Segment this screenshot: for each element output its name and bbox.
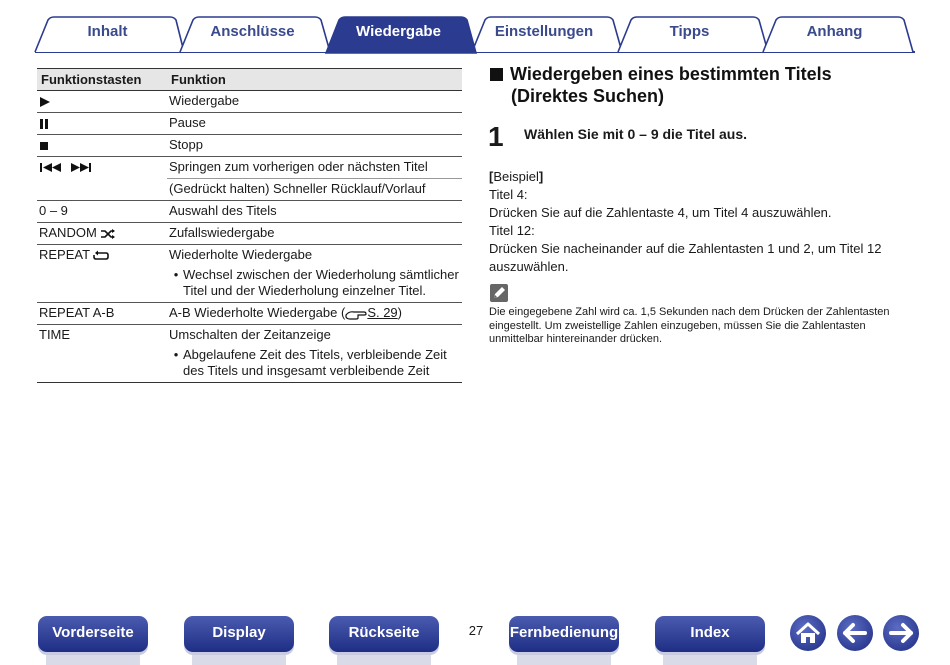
nav-front-label: Vorderseite (52, 624, 134, 641)
repeat-ab-function-cell: A-B Wiederholte Wiedergabe ( S. 29) (167, 303, 462, 325)
time-bullet-text: Abgelaufene Zeit des Titels, verbleibende Zeit des Titels und insgesamt verbleibende Zeit (183, 347, 447, 378)
skip-key-cell (37, 157, 167, 201)
skip-function: Springen zum vorherigen oder nächsten Titel (167, 157, 462, 179)
repeat-ab-key: REPEAT A-B (37, 303, 167, 325)
section-title-line2: (Direktes Suchen) (511, 86, 665, 106)
pause-icon (39, 119, 49, 129)
table-row (37, 223, 462, 245)
repeat-key: REPEAT (39, 247, 90, 262)
section-square-icon (490, 68, 503, 81)
shuffle-icon (100, 228, 116, 240)
nav-shadow (663, 655, 757, 665)
step-text: Wählen Sie mit 0 – 9 die Titel aus. (524, 126, 748, 142)
nav-rear-button[interactable] (329, 616, 439, 652)
arrow-right-icon (883, 615, 919, 651)
example-label: Beispiel (493, 169, 539, 184)
play-icon (39, 97, 51, 107)
nav-front-button[interactable] (38, 616, 148, 652)
play-function: Wiedergabe (167, 91, 462, 113)
nav-shadow (517, 655, 611, 665)
repeat-function-cell (167, 245, 462, 303)
page-number: 27 (468, 623, 484, 638)
repeat-function: Wiederholte Wiedergabe (169, 247, 313, 262)
repeat-ab-function: A-B Wiederholte Wiedergabe (169, 305, 338, 320)
nav-remote-button[interactable] (509, 616, 619, 652)
table-row (37, 201, 462, 223)
tab-einstellungen[interactable]: Einstellungen (494, 23, 594, 40)
table-row (37, 245, 462, 303)
table-row (37, 157, 462, 179)
example-line-3: Titel 12: (489, 223, 535, 238)
nav-index-button[interactable] (655, 616, 765, 652)
page-reference-hand-icon (345, 308, 367, 320)
note-pencil-icon (490, 284, 508, 302)
repeat-bullet (169, 267, 459, 299)
nav-rear-label: Rückseite (348, 624, 420, 641)
repeat-icon (93, 250, 109, 262)
page-reference-link[interactable]: S. 29 (367, 305, 398, 320)
table-row (37, 303, 462, 325)
back-button[interactable] (837, 615, 873, 651)
tab-wiedergabe[interactable]: Wiedergabe (356, 23, 441, 40)
nav-shadow (46, 655, 140, 665)
step-number: 1 (488, 121, 504, 152)
nav-shadow (192, 655, 286, 665)
time-function: Umschalten der Zeitanzeige (169, 327, 331, 342)
section-title-line1: Wiedergeben eines bestimmten Titels (510, 64, 832, 84)
random-key-cell (37, 223, 167, 245)
section-title (490, 63, 930, 107)
table-row (37, 113, 462, 135)
nav-display-button[interactable] (184, 616, 294, 652)
tab-bar (0, 0, 950, 56)
example-label-line: [Beispiel] (489, 169, 544, 184)
table-row (37, 91, 462, 113)
stop-key-cell (37, 135, 167, 157)
bullet-dot: • (173, 347, 179, 362)
nav-display-label: Display (212, 624, 266, 641)
skip-previous-next-icon (39, 162, 99, 173)
time-key: TIME (37, 325, 167, 383)
tab-anhang[interactable]: Anhang (806, 23, 863, 40)
random-key: RANDOM (39, 225, 97, 240)
example-block (489, 168, 909, 276)
header-function: Funktion (167, 69, 462, 91)
time-bullet (169, 347, 459, 379)
bullet-dot: • (173, 267, 179, 282)
stop-function: Stopp (167, 135, 462, 157)
tab-anschluesse[interactable]: Anschlüsse (210, 23, 295, 40)
function-keys-table (37, 68, 462, 383)
arrow-left-icon (837, 615, 873, 651)
forward-button[interactable] (883, 615, 919, 651)
repeat-key-cell (37, 245, 167, 303)
repeat-bullet-text: Wechsel zwischen der Wiederholung sämtlicher Titel und der Wiederholung einzelner Titel. (183, 267, 459, 298)
header-function-keys: Funktionstasten (37, 69, 167, 91)
pause-key-cell (37, 113, 167, 135)
nav-index-label: Index (690, 624, 730, 641)
table-row (37, 135, 462, 157)
play-key-cell (37, 91, 167, 113)
table-row (37, 325, 462, 383)
example-line-2: Drücken Sie auf die Zahlentaste 4, um Titel 4 auszuwählen. (489, 205, 832, 220)
time-function-cell (167, 325, 462, 383)
random-function: Zufallswiedergabe (167, 223, 462, 245)
nav-shadow (337, 655, 431, 665)
note-text: Die eingegebene Zahl wird ca. 1,5 Sekunden nach dem Drücken der Zahlentasten eingestellt. Um zweistellige Zahlen einzugeben, müssen Sie die Zahlentasten unmittelbar hintereinander drücken. (489, 306, 890, 345)
home-button[interactable] (790, 615, 826, 651)
skip-hold-function: (Gedrückt halten) Schneller Rücklauf/Vorlauf (167, 179, 462, 201)
example-line-4: Drücken Sie nacheinander auf die Zahlentasten 1 und 2, um Titel 12 auszuwählen. (489, 241, 882, 274)
home-icon (790, 615, 826, 651)
pause-function: Pause (167, 113, 462, 135)
nav-remote-label: Fernbedienung (509, 624, 619, 641)
table-header-row (37, 69, 462, 91)
stop-icon (39, 141, 49, 151)
tab-inhalt[interactable]: Inhalt (87, 23, 128, 40)
digits-key: 0 – 9 (37, 201, 167, 223)
example-line-1: Titel 4: (489, 187, 528, 202)
tab-tipps[interactable]: Tipps (669, 23, 710, 40)
digits-function: Auswahl des Titels (167, 201, 462, 223)
